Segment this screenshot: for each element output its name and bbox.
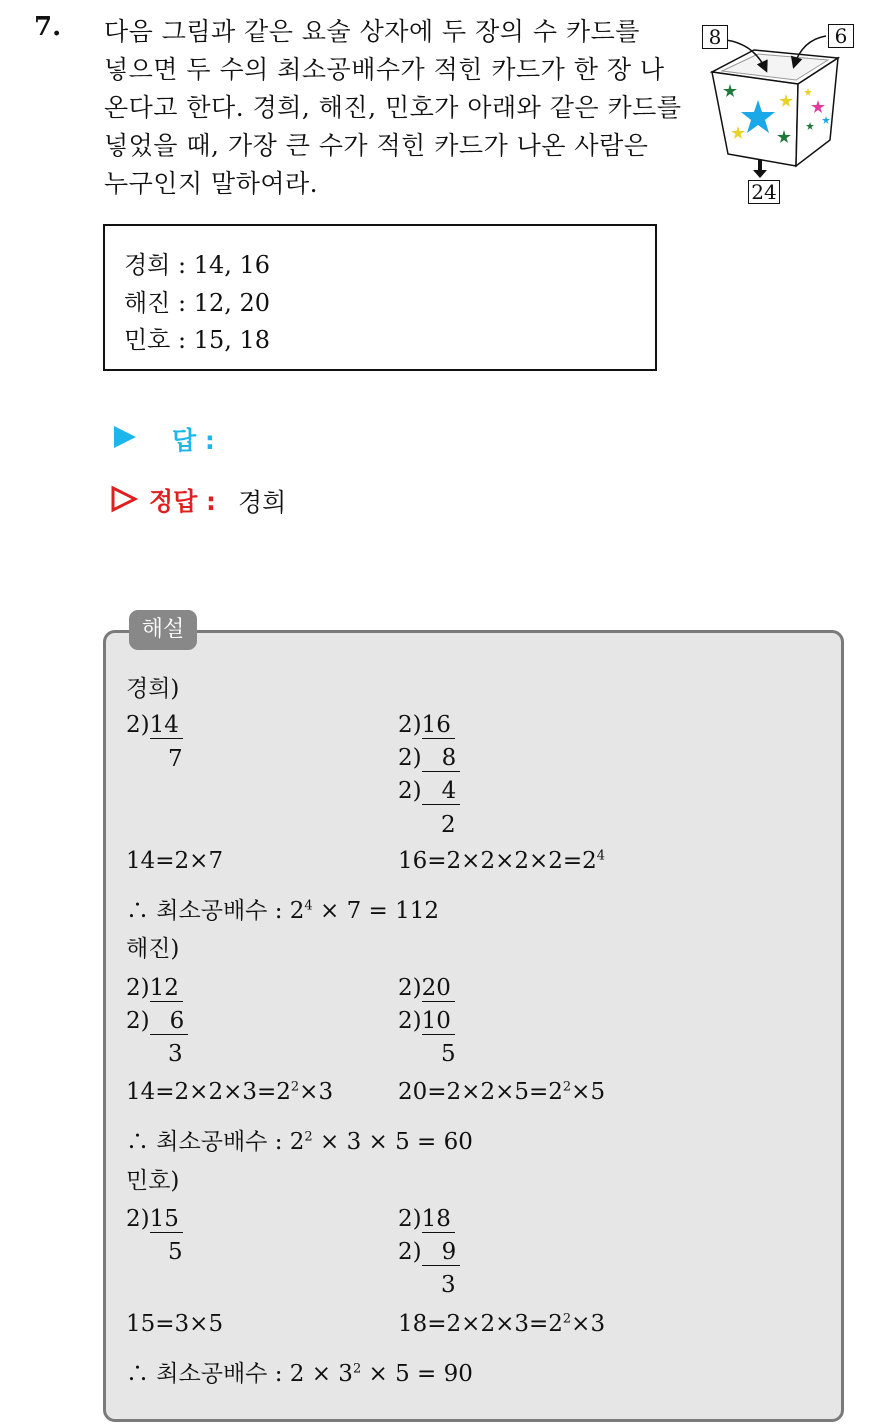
explanation-panel: [103, 630, 844, 1422]
division-row: 2) 6: [126, 1008, 188, 1034]
factorization: $18=2\times 2\times 3=2^2\times 3$: [398, 1311, 606, 1337]
lcm-result: ∴ 최소공배수 : $2^4 \times 7 = 112$: [126, 898, 440, 924]
factorization: $20=2\times 2\times 5=2^2\times 5$: [398, 1079, 606, 1105]
section-title-mh: 민호): [126, 1168, 180, 1194]
section-title-hj: 해진): [126, 936, 180, 962]
question-line: 누구인지 말하여라.: [104, 169, 319, 198]
question-line: 넣으면 두 수의 최소공배수가 적힌 카드가 한 장 나: [104, 55, 665, 84]
question-number: 7.: [34, 12, 62, 42]
division-row: 2) 9: [398, 1239, 460, 1265]
factorization: 15=3×5: [126, 1311, 224, 1337]
division-row: 2)14: [126, 712, 183, 738]
input-card-right: 6: [828, 24, 854, 48]
division-row: 2)18: [398, 1206, 455, 1232]
output-card: 24: [748, 180, 780, 204]
division-result: 5: [168, 1239, 183, 1265]
factorization: 14=2×7: [126, 848, 224, 874]
input-card-left: 8: [702, 25, 728, 49]
correct-arrow-icon: [110, 485, 138, 517]
division-row: 2)12: [126, 975, 183, 1001]
correct-answer-value: 경희: [238, 488, 287, 517]
question-line: 다음 그림과 같은 요술 상자에 두 장의 수 카드를: [104, 17, 640, 46]
division-result: 7: [168, 746, 183, 772]
division-result: 2: [441, 812, 456, 838]
section-title-gh: 경희): [126, 676, 180, 702]
answer-label: 답 :: [172, 426, 215, 455]
division-row: 2)20: [398, 975, 455, 1001]
division-row: 2)15: [126, 1206, 183, 1232]
card-line: 경희 : 14, 16: [124, 251, 271, 279]
factorization: $14=2\times 2\times 3=2^2\times 3$: [126, 1079, 334, 1105]
division-row: 2) 4: [398, 778, 460, 804]
lcm-result: ∴ 최소공배수 : $2^2 \times 3 \times 5 = 60$: [126, 1129, 473, 1155]
division-result: 3: [441, 1272, 456, 1298]
division-row: 2)10: [398, 1008, 455, 1034]
division-result: 3: [168, 1041, 183, 1067]
card-line: 해진 : 12, 20: [124, 289, 271, 317]
card-line: 민호 : 15, 18: [124, 326, 271, 354]
question-line: 넣었을 때, 가장 큰 수가 적힌 카드가 나온 사람은: [104, 131, 649, 160]
lcm-result: ∴ 최소공배수 : $2 \times 3^2 \times 5 = 90$: [126, 1361, 473, 1387]
correct-answer-label: 정답 :: [149, 487, 217, 516]
explanation-tag: 해설: [129, 610, 197, 650]
magic-box-figure: [698, 22, 848, 208]
division-row: 2) 8: [398, 745, 460, 771]
answer-arrow-icon: [112, 424, 138, 454]
factorization: $16=2\times 2\times 2\times 2=2^4$: [398, 848, 606, 874]
division-result: 5: [441, 1041, 456, 1067]
division-row: 2)16: [398, 712, 455, 738]
question-line: 온다고 한다. 경희, 해진, 민호가 아래와 같은 카드를: [104, 93, 682, 122]
